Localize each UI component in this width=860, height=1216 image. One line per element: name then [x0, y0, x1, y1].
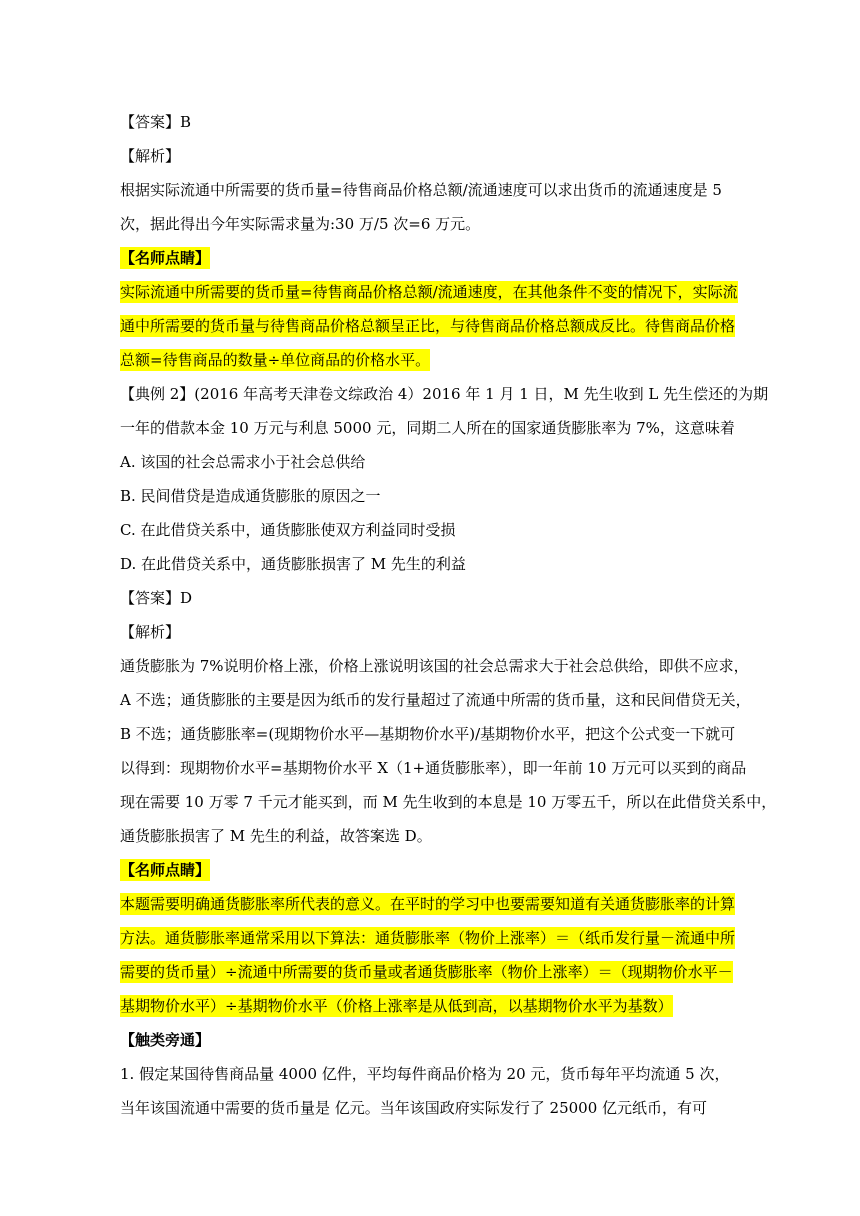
teacher-tip-2-label: 【名师点睛】	[120, 861, 211, 879]
answer-1-label: 【答案】B	[120, 113, 192, 131]
teacher-tip-1-line-1: 实际流通中所需要的货币量=待售商品价格总额/流通速度，在其他条件不变的情况下，实际流	[120, 283, 738, 301]
teacher-tip-2-line-2: 方法。通货膨胀率通常采用以下算法：通货膨胀率（物价上涨率）＝（纸币发行量－流通中所	[120, 929, 736, 947]
example-2-line-1: 【典例 2】(2016 年高考天津卷文综政治 4）2016 年 1 月 1 日，M 先生收到 L 先生偿还的为期	[120, 385, 769, 403]
analysis-2-line-2: A 不选；通货膨胀的主要是因为纸币的发行量超过了流通中所需的货币量，这和民间借贷无关，	[120, 691, 751, 709]
question-1-line-1: 1. 假定某国待售商品量 4000 亿件，平均每件商品价格为 20 元，货币每年平均流通 5 次，	[120, 1065, 730, 1083]
analysis-2-label: 【解析】	[120, 623, 181, 641]
teacher-tip-2-line-3: 需要的货币量）÷流通中所需要的货币量或者通货膨胀率（物价上涨率）＝（现期物价水平－	[120, 963, 733, 981]
analysis-2-line-6: 通货膨胀损害了 M 先生的利益，故答案选 D。	[120, 827, 432, 845]
example-2-line-2: 一年的借款本金 10 万元与利息 5000 元，同期二人所在的国家通货膨胀率为 7%，这意味着	[120, 419, 735, 437]
practice-label: 【触类旁通】	[120, 1031, 211, 1049]
teacher-tip-1-line-3: 总额=待售商品的数量÷单位商品的价格水平。	[120, 351, 431, 369]
analysis-2-line-1: 通货膨胀为 7%说明价格上涨，价格上涨说明该国的社会总需求大于社会总供给，即供不应求，	[120, 657, 749, 675]
option-d: D. 在此借贷关系中，通货膨胀损害了 M 先生的利益	[120, 555, 466, 573]
analysis-1-line-2: 次，据此得出今年实际需求量为:30 万/5 次=6 万元。	[120, 215, 481, 233]
analysis-2-line-5: 现在需要 10 万零 7 千元才能买到，而 M 先生收到的本息是 10 万零五千，所以在此借贷关系中，	[120, 793, 777, 811]
teacher-tip-1-label: 【名师点睛】	[120, 249, 211, 267]
teacher-tip-2-line-1: 本题需要明确通货膨胀率所代表的意义。在平时的学习中也要需要知道有关通货膨胀率的计算	[120, 895, 736, 913]
answer-2-label: 【答案】D	[120, 589, 193, 607]
option-b: B. 民间借贷是造成通货膨胀的原因之一	[120, 487, 381, 505]
analysis-1-line-1: 根据实际流通中所需要的货币量=待售商品价格总额/流通速度可以求出货币的流通速度是 5	[120, 181, 722, 199]
analysis-1-label: 【解析】	[120, 147, 181, 165]
teacher-tip-1-line-2: 通中所需要的货币量与待售商品价格总额呈正比，与待售商品价格总额成反比。待售商品价格	[120, 317, 736, 335]
teacher-tip-2-line-4: 基期物价水平）÷基期物价水平（价格上涨率是从低到高，以基期物价水平为基数）	[120, 997, 673, 1015]
option-c: C. 在此借贷关系中，通货膨胀使双方利益同时受损	[120, 521, 456, 539]
option-a: A. 该国的社会总需求小于社会总供给	[120, 453, 366, 471]
analysis-2-line-3: B 不选；通货膨胀率=(现期物价水平—基期物价水平)/基期物价水平，把这个公式变一下就可	[120, 725, 736, 743]
analysis-2-line-4: 以得到：现期物价水平=基期物价水平 X（1+通货膨胀率），即一年前 10 万元可以买到的商品	[120, 759, 747, 777]
question-1-line-2: 当年该国流通中需要的货币量是 亿元。当年该国政府实际发行了 25000 亿元纸币，有可	[120, 1099, 708, 1117]
